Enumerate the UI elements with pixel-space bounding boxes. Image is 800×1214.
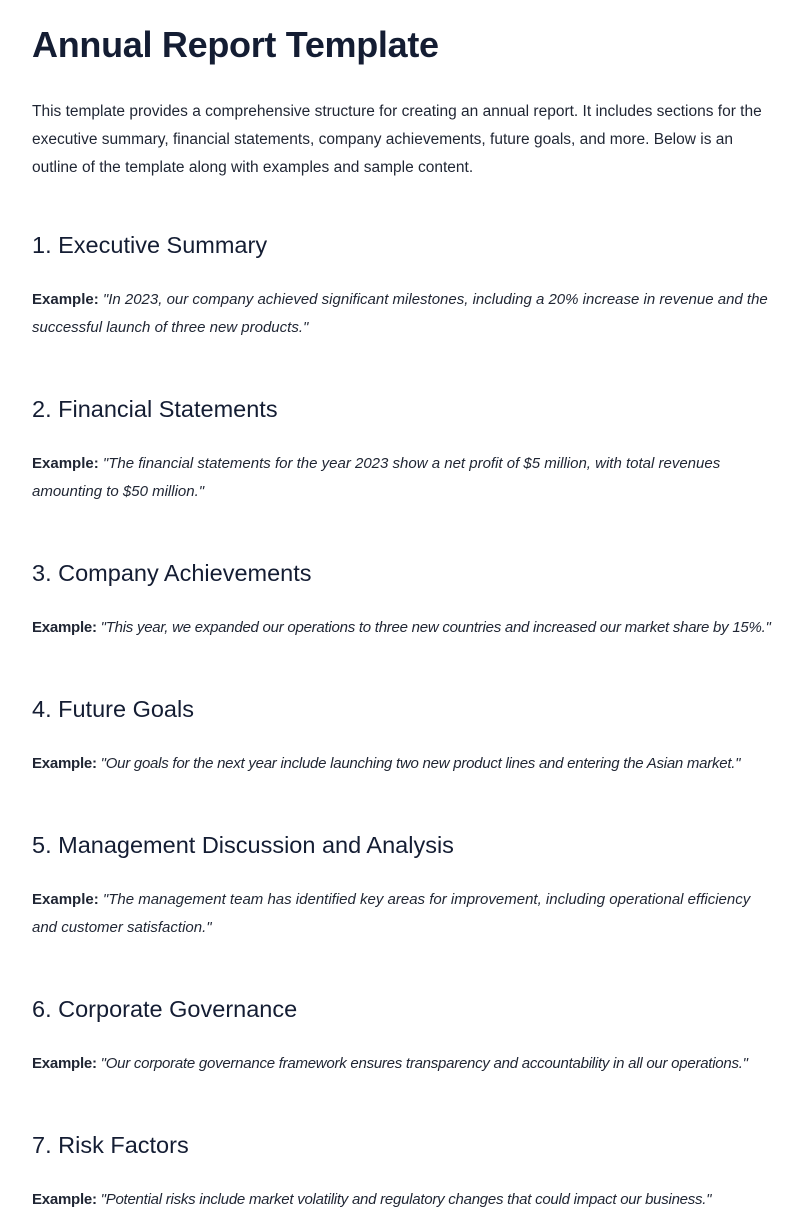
section-example — [32, 614, 771, 642]
section-financial-statements — [32, 392, 768, 506]
section-heading: 7. Risk Factors — [32, 1132, 189, 1158]
section-heading: 3. Company Achievements — [32, 560, 312, 586]
example-label: Example: — [32, 891, 99, 908]
section-heading: 6. Corporate Governance — [32, 996, 298, 1022]
example-label: Example: — [32, 291, 99, 308]
example-text: "In 2023, our company achieved significant milestones, including a 20% increase in revenue and the successful launch of three new products." — [32, 291, 768, 336]
section-example — [32, 886, 768, 942]
example-label: Example: — [32, 619, 97, 636]
page-title: Annual Report Template — [32, 24, 439, 65]
section-heading: 1. Executive Summary — [32, 232, 268, 258]
example-text: "The financial statements for the year 2023 show a net profit of $5 million, with total revenues amounting to $50 million." — [32, 455, 721, 500]
example-label: Example: — [32, 755, 97, 772]
section-heading: 4. Future Goals — [32, 696, 194, 722]
example-text: "Potential risks include market volatility and regulatory changes that could impact our business." — [100, 1191, 712, 1208]
example-label: Example: — [32, 1191, 97, 1208]
section-example — [32, 1050, 768, 1078]
section-example — [32, 450, 768, 506]
section-heading: 2. Financial Statements — [32, 396, 278, 422]
example-text: "This year, we expanded our operations to three new countries and increased our market share by 15%." — [100, 619, 771, 636]
intro-paragraph: This template provides a comprehensive structure for creating an annual report. It includes sections for the executive summary, financial statements, company achievements, future goals, and more. Below is an outline of the template along with examples and sample content. — [32, 103, 762, 176]
section-example — [32, 1186, 768, 1214]
example-label: Example: — [32, 1055, 97, 1072]
example-text: "Our corporate governance framework ensures transparency and accountability in all our operations." — [100, 1055, 748, 1072]
section-executive-summary — [32, 228, 768, 342]
example-label: Example: — [32, 455, 99, 472]
section-corporate-governance — [32, 992, 768, 1078]
section-example — [32, 750, 768, 778]
section-management-discussion — [32, 828, 768, 942]
section-future-goals — [32, 692, 768, 778]
section-heading: 5. Management Discussion and Analysis — [32, 832, 454, 858]
example-text: "The management team has identified key areas for improvement, including operational efficiency and customer satisfaction." — [32, 891, 751, 936]
section-company-achievements — [32, 556, 771, 642]
section-risk-factors — [32, 1128, 768, 1214]
example-text: "Our goals for the next year include launching two new product lines and entering the Asian market." — [100, 755, 741, 772]
section-example — [32, 286, 768, 342]
